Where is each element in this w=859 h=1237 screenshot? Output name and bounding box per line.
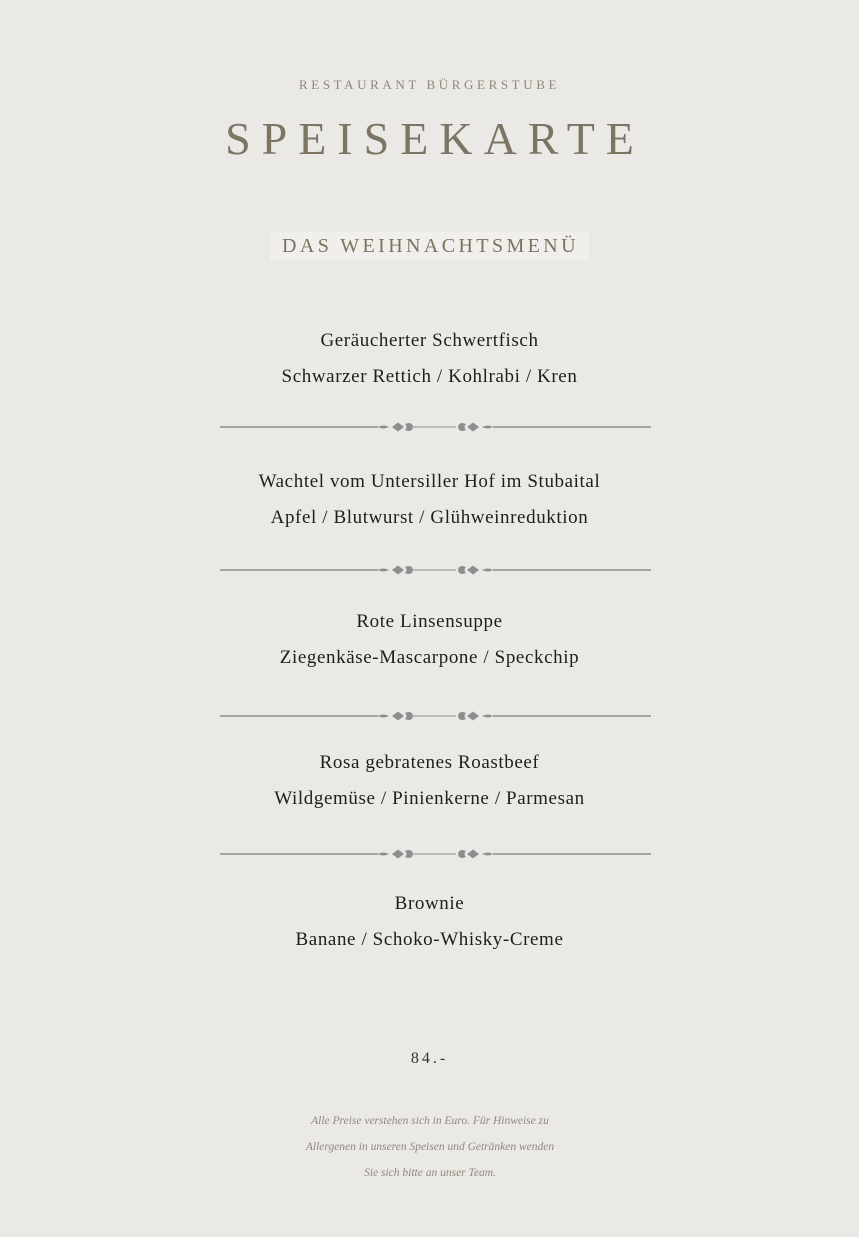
footer-note <box>280 1108 580 1186</box>
menu-heading-container <box>0 232 859 261</box>
course-3 <box>0 604 859 676</box>
course-name: Wachtel vom Untersiller Hof im Stubaital <box>258 471 601 492</box>
menu-price: 84.- <box>410 1050 449 1067</box>
course-name: Rote Linsensuppe <box>356 611 503 632</box>
course-name: Geräucherter Schwertfisch <box>320 330 539 351</box>
ornament-divider <box>220 420 651 434</box>
menu-heading: DAS WEIHNACHTSMENÜ <box>270 232 589 261</box>
restaurant-name: RESTAURANT BÜRGERSTUBE <box>298 77 561 92</box>
course-4 <box>0 745 859 817</box>
course-description: Schwarzer Rettich / Kohlrabi / Kren <box>281 366 578 387</box>
course-name: Rosa gebratenes Roastbeef <box>319 752 540 773</box>
course-description: Apfel / Blutwurst / Glühweinreduktion <box>270 507 589 528</box>
course-5 <box>0 886 859 958</box>
footer-line: Allergenen in unseren Speisen und Getränken wenden <box>305 1141 555 1153</box>
course-1 <box>0 323 859 395</box>
course-description: Wildgemüse / Pinienkerne / Parmesan <box>274 788 585 809</box>
course-name: Brownie <box>394 893 465 914</box>
ornament-divider <box>220 709 651 723</box>
ornament-divider <box>220 847 651 861</box>
page-title: SPEISEKARTE <box>225 113 645 164</box>
course-2 <box>0 464 859 536</box>
footer-line: Alle Preise verstehen sich in Euro. Für Hinweise zu <box>311 1115 549 1127</box>
footer-line: Sie sich bitte an unser Team. <box>364 1167 496 1179</box>
course-description: Ziegenkäse-Mascarpone / Speckchip <box>279 647 580 668</box>
ornament-divider <box>220 563 651 577</box>
course-description: Banane / Schoko-Whisky-Creme <box>295 929 564 950</box>
